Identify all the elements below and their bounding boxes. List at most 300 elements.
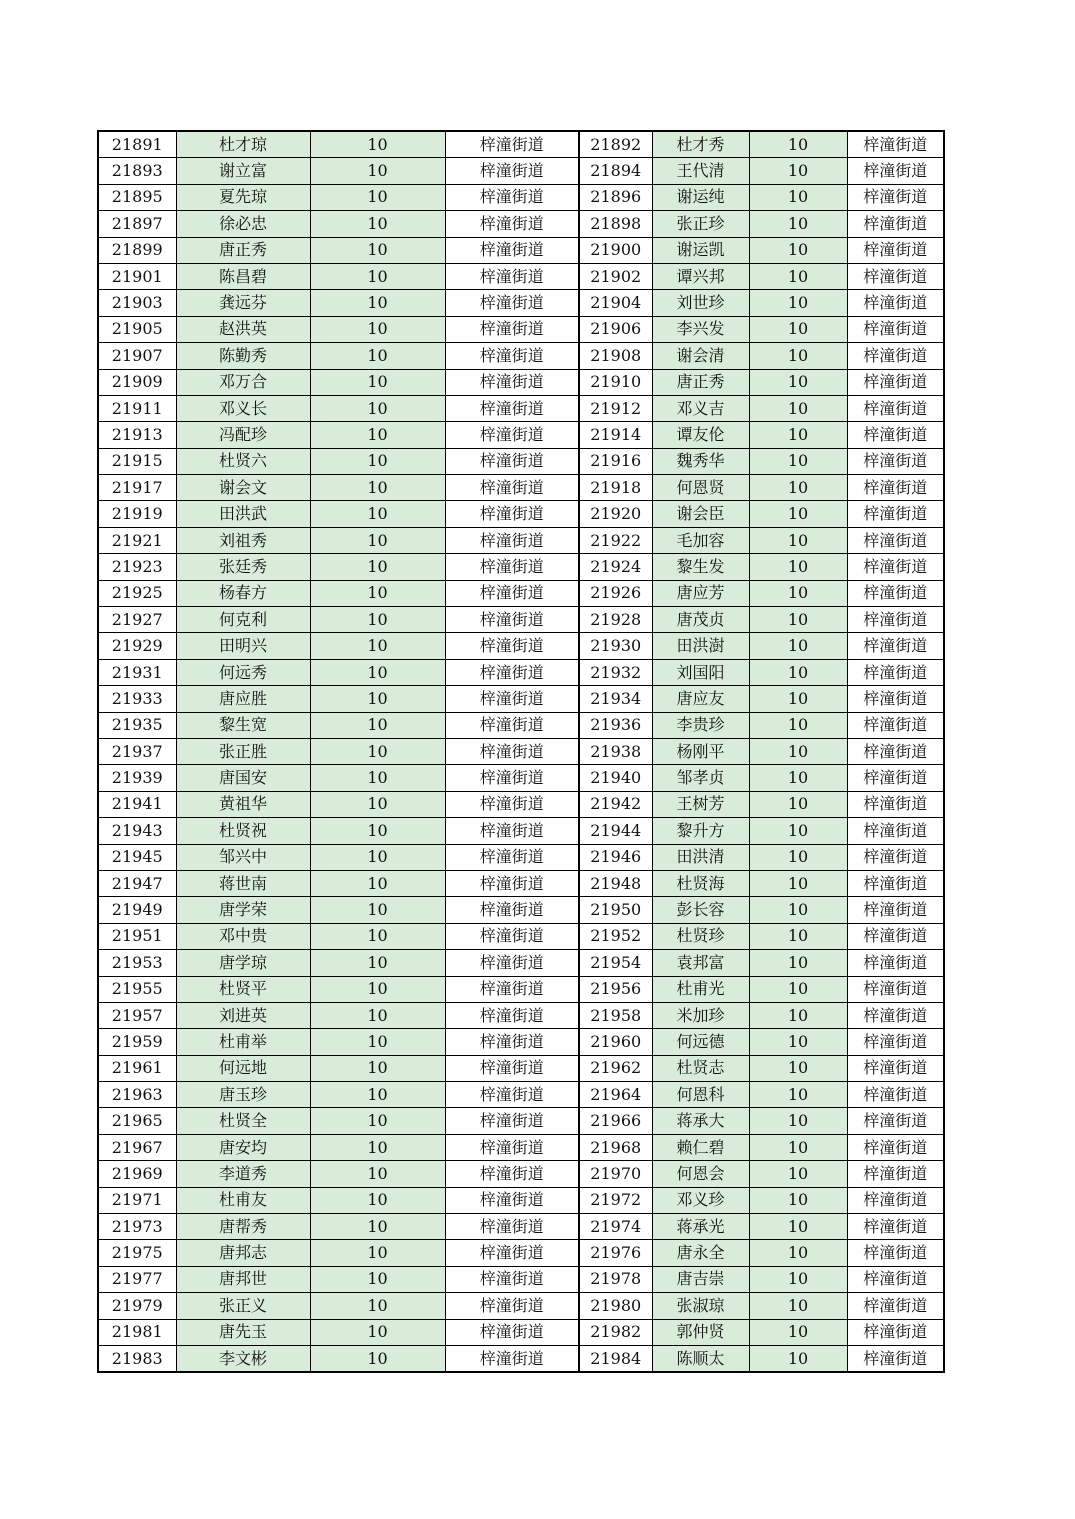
cell-street-name: 梓潼街道 — [847, 844, 944, 870]
cell-street-name: 梓潼街道 — [847, 422, 944, 448]
cell-record-number: 21925 — [98, 580, 176, 606]
cell-amount: 10 — [310, 448, 445, 474]
cell-street-name: 梓潼街道 — [847, 554, 944, 580]
cell-person-name: 徐必忠 — [176, 211, 310, 237]
cell-amount: 10 — [749, 501, 847, 527]
table-row — [98, 554, 944, 580]
cell-person-name: 唐学琼 — [176, 950, 310, 976]
cell-person-name: 杜贤全 — [176, 1108, 310, 1134]
cell-street-name: 梓潼街道 — [847, 1082, 944, 1108]
cell-person-name: 唐先玉 — [176, 1319, 310, 1345]
cell-street-name: 梓潼街道 — [445, 263, 579, 289]
cell-street-name: 梓潼街道 — [445, 501, 579, 527]
cell-street-name: 梓潼街道 — [847, 791, 944, 817]
cell-street-name: 梓潼街道 — [445, 580, 579, 606]
cell-person-name: 谢运凯 — [652, 237, 749, 263]
cell-person-name: 唐玉珍 — [176, 1082, 310, 1108]
cell-street-name: 梓潼街道 — [445, 1055, 579, 1081]
cell-record-number: 21907 — [98, 343, 176, 369]
table-row — [98, 659, 944, 685]
cell-person-name: 杨春方 — [176, 580, 310, 606]
cell-record-number: 21894 — [579, 158, 652, 184]
table-row — [98, 158, 944, 184]
cell-amount: 10 — [749, 131, 847, 158]
cell-record-number: 21978 — [579, 1266, 652, 1292]
table-row — [98, 1082, 944, 1108]
cell-record-number: 21917 — [98, 475, 176, 501]
cell-record-number: 21942 — [579, 791, 652, 817]
table-row — [98, 897, 944, 923]
cell-record-number: 21945 — [98, 844, 176, 870]
cell-person-name: 唐吉崇 — [652, 1266, 749, 1292]
cell-record-number: 21900 — [579, 237, 652, 263]
cell-record-number: 21903 — [98, 290, 176, 316]
cell-record-number: 21901 — [98, 263, 176, 289]
cell-person-name: 唐正秀 — [176, 237, 310, 263]
cell-amount: 10 — [749, 527, 847, 553]
cell-amount: 10 — [749, 369, 847, 395]
cell-person-name: 黎生宽 — [176, 712, 310, 738]
cell-amount: 10 — [310, 607, 445, 633]
cell-street-name: 梓潼街道 — [445, 1161, 579, 1187]
table-row — [98, 184, 944, 210]
table-row — [98, 1108, 944, 1134]
table-row — [98, 818, 944, 844]
table-row — [98, 1055, 944, 1081]
cell-record-number: 21909 — [98, 369, 176, 395]
cell-street-name: 梓潼街道 — [445, 1266, 579, 1292]
cell-person-name: 杜贤祝 — [176, 818, 310, 844]
cell-street-name: 梓潼街道 — [445, 448, 579, 474]
cell-street-name: 梓潼街道 — [847, 369, 944, 395]
cell-person-name: 唐茂贞 — [652, 607, 749, 633]
cell-street-name: 梓潼街道 — [847, 607, 944, 633]
cell-person-name: 龚远芬 — [176, 290, 310, 316]
cell-amount: 10 — [749, 765, 847, 791]
cell-person-name: 赖仁碧 — [652, 1134, 749, 1160]
cell-amount: 10 — [310, 844, 445, 870]
cell-record-number: 21930 — [579, 633, 652, 659]
cell-person-name: 何远德 — [652, 1029, 749, 1055]
cell-street-name: 梓潼街道 — [847, 316, 944, 342]
cell-person-name: 谢会清 — [652, 343, 749, 369]
cell-street-name: 梓潼街道 — [445, 686, 579, 712]
cell-person-name: 谢运纯 — [652, 184, 749, 210]
cell-street-name: 梓潼街道 — [445, 158, 579, 184]
cell-person-name: 唐正秀 — [652, 369, 749, 395]
cell-amount: 10 — [749, 923, 847, 949]
cell-person-name: 彭长容 — [652, 897, 749, 923]
cell-record-number: 21892 — [579, 131, 652, 158]
cell-amount: 10 — [310, 1240, 445, 1266]
cell-person-name: 邓义吉 — [652, 395, 749, 421]
cell-street-name: 梓潼街道 — [445, 818, 579, 844]
cell-street-name: 梓潼街道 — [847, 976, 944, 1002]
cell-street-name: 梓潼街道 — [847, 659, 944, 685]
cell-street-name: 梓潼街道 — [847, 1134, 944, 1160]
cell-street-name: 梓潼街道 — [847, 765, 944, 791]
cell-record-number: 21951 — [98, 923, 176, 949]
cell-amount: 10 — [310, 659, 445, 685]
cell-person-name: 张正珍 — [652, 211, 749, 237]
cell-record-number: 21893 — [98, 158, 176, 184]
cell-amount: 10 — [310, 211, 445, 237]
cell-amount: 10 — [749, 290, 847, 316]
cell-street-name: 梓潼街道 — [445, 475, 579, 501]
cell-record-number: 21902 — [579, 263, 652, 289]
cell-record-number: 21896 — [579, 184, 652, 210]
cell-person-name: 刘进英 — [176, 1002, 310, 1028]
cell-record-number: 21939 — [98, 765, 176, 791]
table-row — [98, 1319, 944, 1345]
cell-amount: 10 — [749, 1161, 847, 1187]
table-row — [98, 527, 944, 553]
cell-person-name: 唐帮秀 — [176, 1214, 310, 1240]
cell-street-name: 梓潼街道 — [445, 237, 579, 263]
cell-person-name: 刘世珍 — [652, 290, 749, 316]
cell-amount: 10 — [749, 316, 847, 342]
cell-amount: 10 — [749, 1240, 847, 1266]
cell-amount: 10 — [749, 870, 847, 896]
cell-record-number: 21912 — [579, 395, 652, 421]
table-row — [98, 765, 944, 791]
cell-person-name: 毛加容 — [652, 527, 749, 553]
cell-record-number: 21895 — [98, 184, 176, 210]
cell-record-number: 21968 — [579, 1134, 652, 1160]
cell-amount: 10 — [310, 870, 445, 896]
cell-amount: 10 — [310, 1293, 445, 1319]
cell-record-number: 21981 — [98, 1319, 176, 1345]
cell-street-name: 梓潼街道 — [847, 263, 944, 289]
cell-amount: 10 — [310, 263, 445, 289]
cell-person-name: 田洪武 — [176, 501, 310, 527]
cell-person-name: 谢立富 — [176, 158, 310, 184]
cell-street-name: 梓潼街道 — [445, 633, 579, 659]
cell-street-name: 梓潼街道 — [445, 290, 579, 316]
table-row — [98, 501, 944, 527]
table-row — [98, 1214, 944, 1240]
cell-person-name: 杜贤平 — [176, 976, 310, 1002]
cell-street-name: 梓潼街道 — [445, 1319, 579, 1345]
cell-person-name: 张廷秀 — [176, 554, 310, 580]
cell-record-number: 21920 — [579, 501, 652, 527]
cell-person-name: 谭兴邦 — [652, 263, 749, 289]
cell-person-name: 魏秀华 — [652, 448, 749, 474]
cell-street-name: 梓潼街道 — [847, 343, 944, 369]
table-row — [98, 1187, 944, 1213]
cell-person-name: 何恩贤 — [652, 475, 749, 501]
cell-amount: 10 — [749, 791, 847, 817]
cell-person-name: 杜贤珍 — [652, 923, 749, 949]
cell-amount: 10 — [310, 395, 445, 421]
cell-amount: 10 — [310, 791, 445, 817]
cell-street-name: 梓潼街道 — [445, 1029, 579, 1055]
cell-street-name: 梓潼街道 — [445, 738, 579, 764]
cell-amount: 10 — [749, 1029, 847, 1055]
cell-person-name: 黄祖华 — [176, 791, 310, 817]
cell-amount: 10 — [310, 1345, 445, 1372]
cell-street-name: 梓潼街道 — [445, 844, 579, 870]
cell-record-number: 21980 — [579, 1293, 652, 1319]
cell-street-name: 梓潼街道 — [847, 131, 944, 158]
cell-person-name: 王代清 — [652, 158, 749, 184]
cell-amount: 10 — [749, 448, 847, 474]
cell-person-name: 何远秀 — [176, 659, 310, 685]
cell-record-number: 21929 — [98, 633, 176, 659]
cell-street-name: 梓潼街道 — [445, 316, 579, 342]
table-row — [98, 1161, 944, 1187]
cell-person-name: 邹兴中 — [176, 844, 310, 870]
cell-amount: 10 — [310, 475, 445, 501]
cell-street-name: 梓潼街道 — [847, 923, 944, 949]
cell-street-name: 梓潼街道 — [847, 1214, 944, 1240]
cell-amount: 10 — [310, 923, 445, 949]
cell-street-name: 梓潼街道 — [445, 659, 579, 685]
cell-amount: 10 — [310, 1082, 445, 1108]
table-row — [98, 1266, 944, 1292]
cell-person-name: 刘祖秀 — [176, 527, 310, 553]
cell-amount: 10 — [749, 1319, 847, 1345]
cell-amount: 10 — [749, 1108, 847, 1134]
cell-record-number: 21958 — [579, 1002, 652, 1028]
cell-record-number: 21969 — [98, 1161, 176, 1187]
cell-street-name: 梓潼街道 — [847, 237, 944, 263]
roster-body — [98, 131, 944, 1372]
cell-person-name: 何远地 — [176, 1055, 310, 1081]
cell-street-name: 梓潼街道 — [445, 1240, 579, 1266]
cell-street-name: 梓潼街道 — [445, 211, 579, 237]
cell-amount: 10 — [749, 237, 847, 263]
table-row — [98, 791, 944, 817]
cell-amount: 10 — [310, 158, 445, 184]
table-row — [98, 290, 944, 316]
cell-record-number: 21974 — [579, 1214, 652, 1240]
cell-amount: 10 — [310, 897, 445, 923]
cell-record-number: 21982 — [579, 1319, 652, 1345]
cell-amount: 10 — [749, 738, 847, 764]
cell-amount: 10 — [749, 633, 847, 659]
cell-street-name: 梓潼街道 — [847, 1319, 944, 1345]
cell-record-number: 21984 — [579, 1345, 652, 1372]
cell-record-number: 21935 — [98, 712, 176, 738]
cell-amount: 10 — [749, 1055, 847, 1081]
cell-person-name: 刘国阳 — [652, 659, 749, 685]
cell-person-name: 邓义长 — [176, 395, 310, 421]
cell-record-number: 21940 — [579, 765, 652, 791]
cell-person-name: 谭友伦 — [652, 422, 749, 448]
cell-person-name: 唐应友 — [652, 686, 749, 712]
cell-person-name: 唐应胜 — [176, 686, 310, 712]
cell-person-name: 田洪清 — [652, 844, 749, 870]
cell-street-name: 梓潼街道 — [847, 870, 944, 896]
cell-record-number: 21936 — [579, 712, 652, 738]
cell-amount: 10 — [749, 554, 847, 580]
cell-amount: 10 — [310, 369, 445, 395]
cell-record-number: 21964 — [579, 1082, 652, 1108]
cell-amount: 10 — [310, 580, 445, 606]
table-row — [98, 1240, 944, 1266]
cell-record-number: 21919 — [98, 501, 176, 527]
cell-street-name: 梓潼街道 — [847, 290, 944, 316]
cell-record-number: 21927 — [98, 607, 176, 633]
table-row — [98, 316, 944, 342]
cell-amount: 10 — [749, 1345, 847, 1372]
cell-street-name: 梓潼街道 — [847, 1055, 944, 1081]
cell-record-number: 21905 — [98, 316, 176, 342]
cell-person-name: 杜贤志 — [652, 1055, 749, 1081]
cell-street-name: 梓潼街道 — [445, 343, 579, 369]
table-row — [98, 686, 944, 712]
cell-street-name: 梓潼街道 — [445, 1293, 579, 1319]
cell-person-name: 唐邦志 — [176, 1240, 310, 1266]
table-row — [98, 1029, 944, 1055]
cell-record-number: 21906 — [579, 316, 652, 342]
cell-record-number: 21924 — [579, 554, 652, 580]
cell-street-name: 梓潼街道 — [445, 765, 579, 791]
cell-street-name: 梓潼街道 — [847, 475, 944, 501]
cell-street-name: 梓潼街道 — [847, 395, 944, 421]
cell-record-number: 21973 — [98, 1214, 176, 1240]
cell-person-name: 蒋世南 — [176, 870, 310, 896]
cell-amount: 10 — [310, 765, 445, 791]
cell-record-number: 21922 — [579, 527, 652, 553]
cell-person-name: 田明兴 — [176, 633, 310, 659]
table-row — [98, 263, 944, 289]
cell-record-number: 21934 — [579, 686, 652, 712]
cell-record-number: 21908 — [579, 343, 652, 369]
cell-record-number: 21962 — [579, 1055, 652, 1081]
cell-amount: 10 — [310, 184, 445, 210]
cell-record-number: 21957 — [98, 1002, 176, 1028]
cell-record-number: 21966 — [579, 1108, 652, 1134]
cell-amount: 10 — [749, 422, 847, 448]
cell-person-name: 张正义 — [176, 1293, 310, 1319]
cell-person-name: 杜甫光 — [652, 976, 749, 1002]
cell-street-name: 梓潼街道 — [445, 1002, 579, 1028]
cell-record-number: 21941 — [98, 791, 176, 817]
cell-person-name: 杜甫举 — [176, 1029, 310, 1055]
cell-person-name: 杜贤六 — [176, 448, 310, 474]
table-row — [98, 607, 944, 633]
cell-record-number: 21972 — [579, 1187, 652, 1213]
table-row — [98, 448, 944, 474]
table-row — [98, 211, 944, 237]
cell-amount: 10 — [749, 158, 847, 184]
cell-amount: 10 — [310, 343, 445, 369]
cell-amount: 10 — [310, 1002, 445, 1028]
table-row — [98, 633, 944, 659]
cell-person-name: 杜才秀 — [652, 131, 749, 158]
cell-amount: 10 — [749, 659, 847, 685]
cell-street-name: 梓潼街道 — [445, 976, 579, 1002]
cell-record-number: 21914 — [579, 422, 652, 448]
cell-street-name: 梓潼街道 — [445, 369, 579, 395]
table-row — [98, 580, 944, 606]
cell-record-number: 21943 — [98, 818, 176, 844]
cell-record-number: 21931 — [98, 659, 176, 685]
cell-street-name: 梓潼街道 — [847, 184, 944, 210]
cell-person-name: 邓中贵 — [176, 923, 310, 949]
cell-person-name: 蒋承光 — [652, 1214, 749, 1240]
cell-record-number: 21960 — [579, 1029, 652, 1055]
cell-amount: 10 — [749, 1187, 847, 1213]
cell-person-name: 黎升方 — [652, 818, 749, 844]
cell-record-number: 21963 — [98, 1082, 176, 1108]
cell-person-name: 夏先琼 — [176, 184, 310, 210]
cell-record-number: 21959 — [98, 1029, 176, 1055]
cell-amount: 10 — [749, 897, 847, 923]
cell-amount: 10 — [310, 1266, 445, 1292]
cell-record-number: 21952 — [579, 923, 652, 949]
cell-record-number: 21915 — [98, 448, 176, 474]
cell-record-number: 21891 — [98, 131, 176, 158]
cell-amount: 10 — [310, 527, 445, 553]
cell-record-number: 21965 — [98, 1108, 176, 1134]
table-row — [98, 395, 944, 421]
cell-street-name: 梓潼街道 — [445, 131, 579, 158]
cell-record-number: 21975 — [98, 1240, 176, 1266]
cell-person-name: 谢会臣 — [652, 501, 749, 527]
cell-amount: 10 — [310, 818, 445, 844]
cell-street-name: 梓潼街道 — [847, 1161, 944, 1187]
cell-person-name: 邓义珍 — [652, 1187, 749, 1213]
cell-amount: 10 — [749, 1293, 847, 1319]
cell-person-name: 杜贤海 — [652, 870, 749, 896]
cell-record-number: 21904 — [579, 290, 652, 316]
cell-amount: 10 — [749, 1002, 847, 1028]
cell-amount: 10 — [310, 1187, 445, 1213]
cell-record-number: 21921 — [98, 527, 176, 553]
cell-amount: 10 — [749, 844, 847, 870]
cell-amount: 10 — [310, 1161, 445, 1187]
cell-person-name: 李道秀 — [176, 1161, 310, 1187]
cell-amount: 10 — [749, 580, 847, 606]
cell-record-number: 21898 — [579, 211, 652, 237]
cell-amount: 10 — [749, 184, 847, 210]
cell-person-name: 蒋承大 — [652, 1108, 749, 1134]
cell-amount: 10 — [310, 422, 445, 448]
cell-person-name: 陈勤秀 — [176, 343, 310, 369]
cell-amount: 10 — [749, 1082, 847, 1108]
cell-record-number: 21946 — [579, 844, 652, 870]
cell-amount: 10 — [749, 1214, 847, 1240]
cell-amount: 10 — [749, 950, 847, 976]
cell-street-name: 梓潼街道 — [445, 791, 579, 817]
table-row — [98, 131, 944, 158]
cell-person-name: 李兴发 — [652, 316, 749, 342]
table-row — [98, 870, 944, 896]
cell-street-name: 梓潼街道 — [445, 897, 579, 923]
cell-person-name: 冯配珍 — [176, 422, 310, 448]
table-row — [98, 976, 944, 1002]
cell-street-name: 梓潼街道 — [847, 211, 944, 237]
cell-street-name: 梓潼街道 — [445, 1187, 579, 1213]
cell-street-name: 梓潼街道 — [445, 1134, 579, 1160]
cell-person-name: 袁邦富 — [652, 950, 749, 976]
cell-person-name: 何恩会 — [652, 1161, 749, 1187]
cell-street-name: 梓潼街道 — [847, 501, 944, 527]
cell-person-name: 陈昌碧 — [176, 263, 310, 289]
cell-amount: 10 — [749, 976, 847, 1002]
cell-amount: 10 — [310, 316, 445, 342]
cell-person-name: 谢会文 — [176, 475, 310, 501]
cell-person-name: 唐永全 — [652, 1240, 749, 1266]
cell-street-name: 梓潼街道 — [445, 950, 579, 976]
cell-street-name: 梓潼街道 — [847, 738, 944, 764]
roster-table — [97, 130, 945, 1373]
cell-person-name: 唐邦世 — [176, 1266, 310, 1292]
cell-street-name: 梓潼街道 — [847, 527, 944, 553]
